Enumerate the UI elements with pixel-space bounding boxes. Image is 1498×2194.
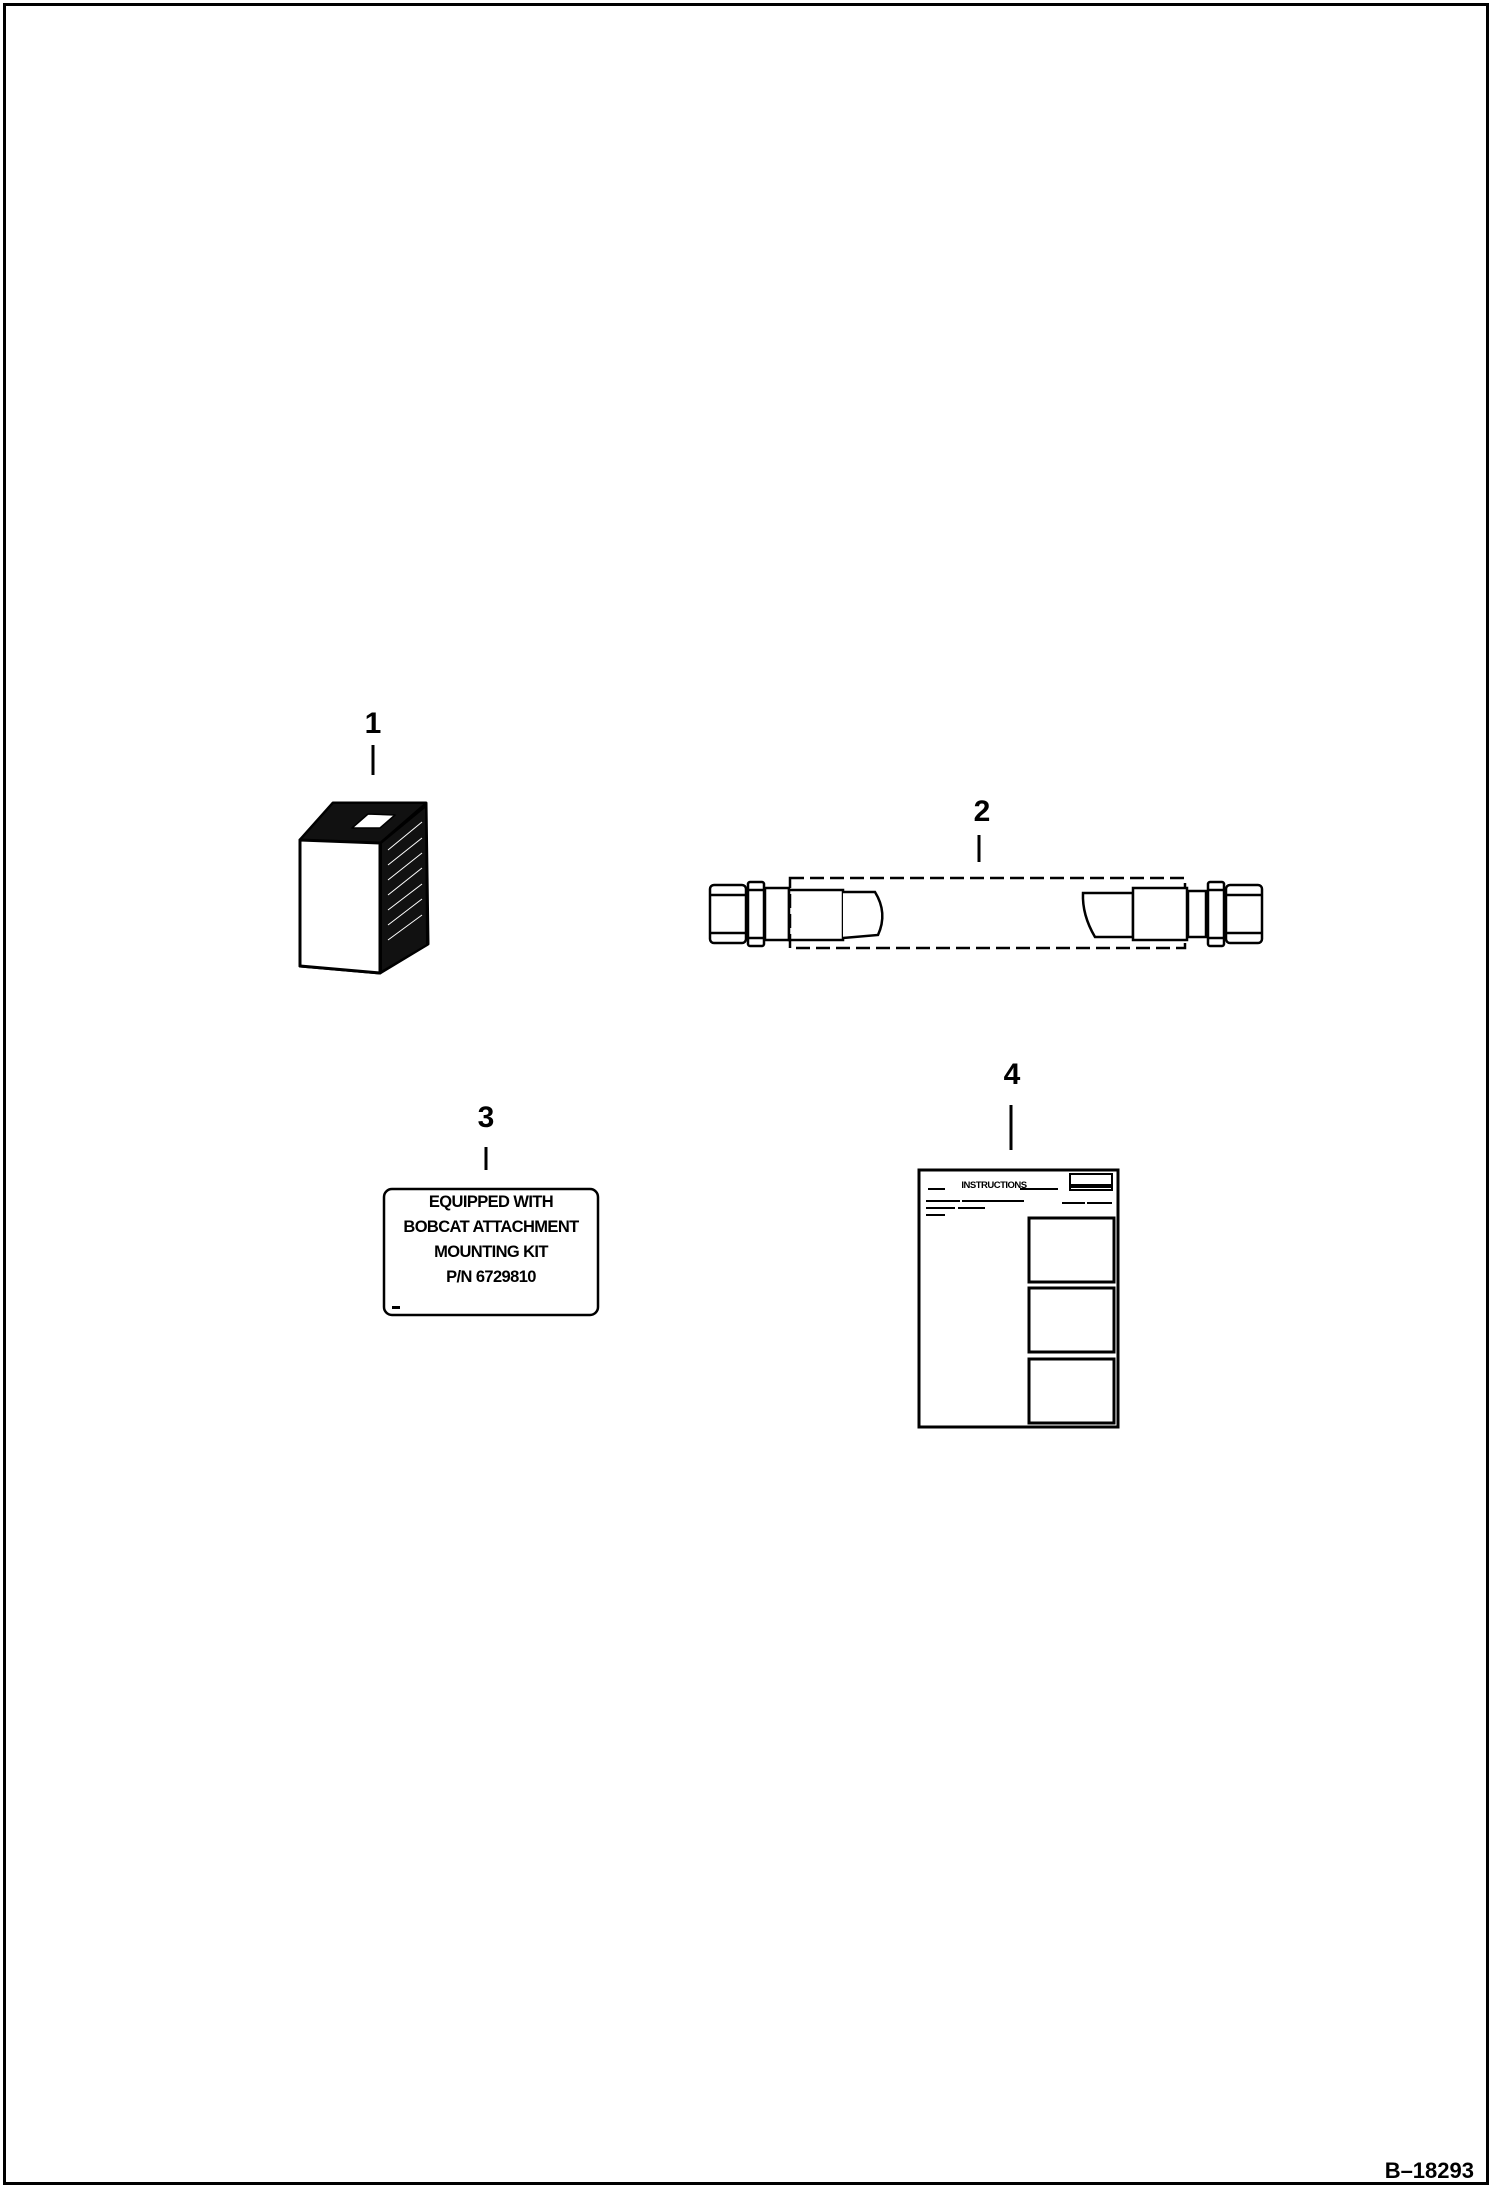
control-box-icon (300, 803, 428, 973)
decal-line-2: BOBCAT ATTACHMENT (403, 1218, 579, 1236)
callout-2: 2 (973, 795, 991, 828)
instruction-sheet-icon (919, 1170, 1118, 1427)
callout-3: 3 (477, 1101, 495, 1134)
decal-text (384, 1190, 598, 1290)
hydraulic-hose-icon (710, 878, 1262, 948)
instruction-sheet-title: INSTRUCTIONS (961, 1180, 1027, 1191)
decal-line-3: MOUNTING KIT (434, 1243, 548, 1261)
decal-line-4: P/N 6729810 (446, 1268, 536, 1286)
callout-1: 1 (364, 707, 382, 740)
callout-4: 4 (1003, 1058, 1021, 1091)
decal-line-1: EQUIPPED WITH (428, 1193, 554, 1211)
figure-id: B–18293 (1384, 2158, 1474, 2183)
